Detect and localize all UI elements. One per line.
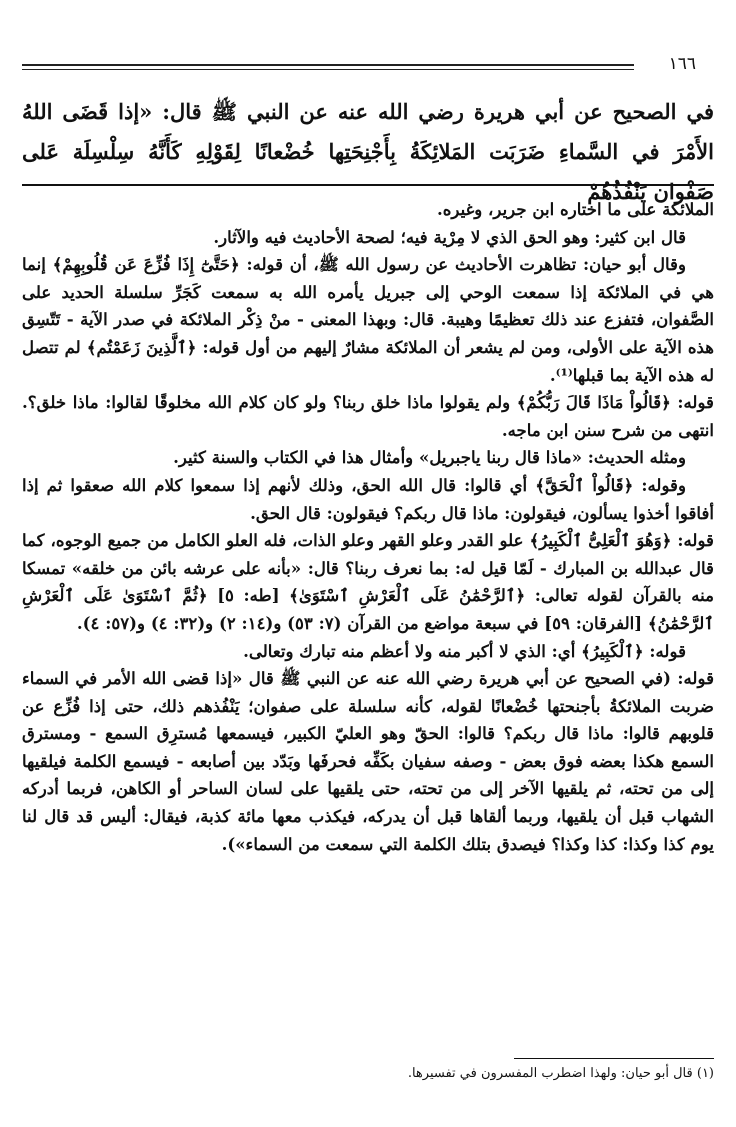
header-rule	[22, 64, 634, 66]
main-text: في الصحيح عن أبي هريرة رضي الله عنه عن النبي ﷺ قال: «إذا قَضَى اللهُ الأَمْرَ في السَّماءِ ضَرَبَت المَلائِكَةُ بِأَجْنِحَتِها خُضْعانًا لِقَوْلِهِ كَأَنَّهُ سِلْسِلَة عَلى صَفْوان يَنْفُذُهُمْ	[22, 99, 714, 204]
commentary	[22, 196, 714, 858]
page-number: ١٦٦	[668, 54, 696, 74]
footnote: (١) قال أبو حيان: ولهذا اضطرب المفسرون في تفسيرها.	[407, 1066, 714, 1081]
commentary-paragraph: قال ابن كثير: وهو الحق الذي لا مِرْية فيه؛ لصحة الأحاديث فيه والآثار.	[213, 226, 686, 247]
footnote-separator	[514, 1058, 714, 1059]
commentary-paragraph: قوله: (في الصحيح عن أبي هريرة رضي الله عنه عن النبي ﷺ قال «إذا قضى الله الأمر في السماء ضربت الملائكةُ بأجنحتها خُضْعانًا لقوله، كأنه سلسلة على صفوان؛ يَنْفُذهم ذلك، حتى إذا فُزِّع عن قلوبهم قالوا: ماذا قال ربكم؟ قالوا: الحقّ وهو العليّ الكبير، فيسمعها مُسترِق السمع - ومسترق السمع هكذا بعضه فوق بعض - وصفه سفيان بكَفِّه فحرفَها وبَدّد بين أصابعه - فيسمع الكلمة فيلقيها إلى من تحته، ثم يلقيها الآخر إلى من تحته، حتى يلقيها على لسان الساحر أو الكاهن، فربما أدركه الشهاب قبل أن يلقيها، وربما ألقاها قبل أن يدركه، فيكذب معها مائة كذبة، فيقال: أليس قد قال لنا يوم كذا وكذا: كذا وكذا؟ فيصدق بتلك الكلمة التي سمعت من السماء»).	[22, 668, 714, 854]
page-header	[22, 52, 714, 82]
commentary-paragraph: وقال أبو حيان: تظاهرت الأحاديث عن رسول الله ﷺ، أن قوله: ﴿حَتَّىٰٓ إِذَا فُزِّعَ عَن قُلُوبِهِمْ﴾ إنما هي في الملائكة إذا سمعت الوحي إلى جبريل يأمره الله به سمعت كَجَرِّ سلسلة الحديد على الصَّفوان، فتفزع عند ذلك تعظيمًا وهيبة. قال: وبهذا المعنى - منْ ذِكْر الملائكة في صدر الآية - تَتّسِق هذه الآية على الأولى، ومن لم يشعر أن الملائكة مشارٌ إليهم من أول قوله: ﴿ٱلَّذِينَ زَعَمْتُم﴾ لم تتصل له هذه الآية بما قبلها⁽¹⁾.	[22, 254, 714, 385]
commentary-paragraph: قوله: ﴿قَالُواْ مَاذَا قَالَ رَبُّكُمْ﴾ ولم يقولوا ماذا خلق ربنا؟ ولو كان كلام الله مخلوقًا لقالوا: ماذا خلق؟. انتهى من شرح سنن ابن ماجه.	[22, 392, 714, 440]
commentary-paragraph: قوله: ﴿ٱلْكَبِيرُ﴾ أي: الذي لا أكبر منه ولا أعظم منه تبارك وتعالى.	[243, 640, 686, 661]
commentary-paragraph: وقوله: ﴿قَالُواْ ٱلْحَقَّ﴾ أي قالوا: قال الله الحق، وذلك لأنهم إذا سمعوا كلام الله صعقوا ثم إذا أفاقوا أخذوا يسألون، فيقولون: ماذا قال ربكم؟ فيقولون: قال الحق.	[22, 474, 714, 523]
main-text-separator	[22, 184, 714, 186]
commentary-paragraph: قوله: ﴿وَهُوَ ٱلْعَلِىُّ ٱلْكَبِيرُ﴾ علو القدر وعلو القهر وعلو الذات، فله العلو الكامل من جميع الوجوه، كما قال عبدالله بن المبارك - لَمّا قيل له: بما نعرف ربنا؟ قال: «بأنه على عرشه بائن من خلقه» تمسكا منه بالقرآن لقوله تعالى: ﴿ٱلرَّحْمَٰنُ عَلَى ٱلْعَرْشِ ٱسْتَوَىٰ﴾ [طه: ٥] ﴿ثُمَّ ٱسْتَوَىٰ عَلَى ٱلْعَرْشِ ٱلرَّحْمَٰنُ﴾ [الفرقان: ٥٩] في سبعة مواضع من القرآن (٧: ٥٣) و(١٤: ٢) و(٣٢: ٤) و(٥٧: ٤).	[22, 530, 714, 633]
header-rule-thin	[22, 69, 634, 70]
commentary-paragraph: الملائكة على ما اختاره ابن جرير، وغيره.	[436, 199, 714, 219]
commentary-paragraph: ومثله الحديث: «ماذا قال ربنا ياجبريل» وأمثال هذا في الكتاب والسنة كثير.	[173, 447, 686, 468]
